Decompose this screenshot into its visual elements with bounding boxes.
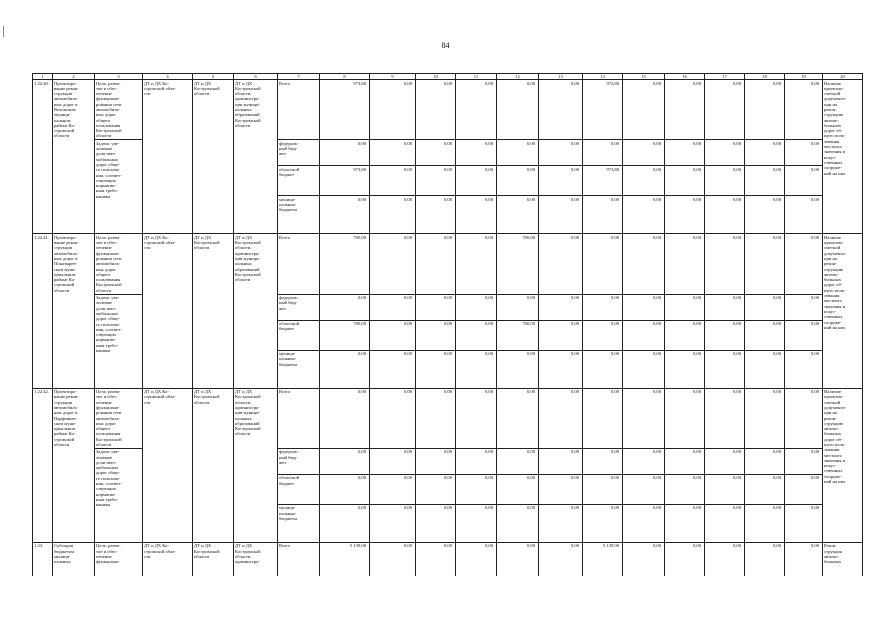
value-cell: 0,00: [785, 294, 823, 320]
row-id: 1.22.40.: [33, 80, 53, 234]
row-id: 1.22.42.: [33, 388, 53, 542]
value-cell: 0,00: [416, 320, 456, 350]
value-cell: 0,00: [370, 320, 416, 350]
expected-result: Наличие проектно- сметной документа- ции на рекон- струкцию автомо- бильных дорог об- щего поль- зования местного значения и искус- ственных сооруже- ний на них: [823, 234, 863, 388]
value-cell: 0,00: [456, 234, 497, 294]
task-cell: Задача: уве- личение доли авто- мобильных дорог обще- го пользова- ния, соответ- ствующих норматив- ным требо- ваниям: [95, 140, 143, 234]
value-cell: 0,00: [370, 504, 416, 542]
margin-mark: [3, 26, 4, 37]
value-cell: 0,00: [623, 166, 665, 196]
value-cell: 0,00: [416, 166, 456, 196]
value-cell: 0,00: [497, 80, 539, 140]
value-cell: 0,00: [497, 294, 539, 320]
measure-name: Проектиро- вание рекон- струкции автомобиль- ных дорог в Поназырев- ском муни- ципальном районе Ко- стромской области: [53, 234, 95, 388]
expected-result: Наличие проектно- сметной документа- ции на рекон- струкцию автомо- бильных дорог об- щего поль- зования местного значения и искус- ственных сооруже- ний на них: [823, 388, 863, 542]
value-cell: 0,00: [785, 80, 823, 140]
value-cell: 973,80: [583, 80, 623, 140]
value-cell: 0,00: [320, 196, 370, 234]
column-number: 12: [497, 74, 539, 80]
value-cell: 0,00: [370, 140, 416, 166]
value-cell: 0,00: [785, 448, 823, 474]
value-cell: 700,00: [497, 320, 539, 350]
value-cell: 0,00: [583, 448, 623, 474]
funding-source: муници- пальные бюджеты: [278, 350, 320, 388]
value-cell: 0,00: [456, 140, 497, 166]
executor-cell: ДТ и ДХ Ко- стромской обла- сти: [143, 80, 193, 234]
funding-source: федераль- ный бюд- жет: [278, 294, 320, 320]
value-cell: 0,00: [623, 320, 665, 350]
column-number: 11: [456, 74, 497, 80]
value-cell: 0,00: [745, 504, 785, 542]
value-cell: 0,00: [785, 504, 823, 542]
value-cell: 0,00: [416, 350, 456, 388]
value-cell: 0,00: [623, 80, 665, 140]
value-cell: 0,00: [416, 448, 456, 474]
value-cell: 0,00: [456, 320, 497, 350]
value-cell: 0,00: [539, 448, 583, 474]
column-number: 19: [785, 74, 823, 80]
value-cell: 0,00: [497, 166, 539, 196]
measure-name: Проектиро- вание рекон- струкции автомобиль- ных дорог в Парфеньев- ском муни- ципальном районе Ко- стромской области: [53, 388, 95, 542]
page-number: 84: [441, 41, 450, 50]
value-cell: 0,00: [370, 80, 416, 140]
value-cell: 0,00: [583, 320, 623, 350]
table-row: [33, 80, 863, 140]
value-cell: 0,00: [665, 196, 705, 234]
value-cell: 973,80: [320, 80, 370, 140]
value-cell: 0,00: [665, 474, 705, 504]
value-cell: 0,00: [623, 140, 665, 166]
value-cell: 0,00: [665, 388, 705, 448]
column-number: 10: [416, 74, 456, 80]
value-cell: 0,00: [456, 504, 497, 542]
column-number: 13: [539, 74, 583, 80]
value-cell: 0,00: [665, 140, 705, 166]
value-cell: 0,00: [320, 294, 370, 320]
column-number: 4: [143, 74, 193, 80]
value-cell: 0,00: [583, 350, 623, 388]
value-cell: 700,00: [320, 234, 370, 294]
value-cell: 0,00: [320, 350, 370, 388]
value-cell: 0,00: [623, 350, 665, 388]
coexecutor-cell: ДТ и ДХ Костромской области, администра- ции муници- пальных образований Костромской области: [234, 80, 278, 234]
value-cell: 973,80: [583, 166, 623, 196]
funding-source: областной бюджет: [278, 166, 320, 196]
value-cell: 0,00: [785, 166, 823, 196]
value-cell: 0,00: [539, 196, 583, 234]
value-cell: 0,00: [705, 140, 745, 166]
funding-source: Всего: [278, 542, 320, 576]
funding-source: Всего: [278, 80, 320, 140]
value-cell: 0,00: [705, 294, 745, 320]
column-number: 7: [278, 74, 320, 80]
value-cell: 0,00: [665, 504, 705, 542]
expected-result: Рекон- струкция автомо- бильных: [823, 542, 863, 576]
value-cell: 0,00: [785, 140, 823, 166]
goal-cell: Цель: разви- тие и обес- печение функциони- рования сети автомобиль- ных дорог общего пользования Костромской области: [95, 388, 143, 448]
value-cell: 0,00: [665, 166, 705, 196]
value-cell: 0,00: [623, 234, 665, 294]
value-cell: 0,00: [456, 474, 497, 504]
value-cell: 0,00: [539, 350, 583, 388]
measure-name: Субсидия бюджетам муници- пальных: [53, 542, 95, 576]
value-cell: 0,00: [745, 448, 785, 474]
value-cell: 0,00: [539, 234, 583, 294]
value-cell: 0,00: [745, 542, 785, 576]
value-cell: 0,00: [539, 294, 583, 320]
task-cell: Задача: уве- личение доли авто- мобильных дорог обще- го пользова- ния, соответ- ствующих норматив- ным требо- ваниям: [95, 294, 143, 388]
value-cell: 0,00: [623, 542, 665, 576]
column-number: 20: [823, 74, 863, 80]
value-cell: 0,00: [370, 388, 416, 448]
value-cell: 0,00: [497, 196, 539, 234]
value-cell: 0,00: [785, 320, 823, 350]
value-cell: 0,00: [705, 388, 745, 448]
value-cell: 0,00: [665, 294, 705, 320]
column-number: 18: [745, 74, 785, 80]
value-cell: 0,00: [539, 474, 583, 504]
value-cell: 0,00: [583, 140, 623, 166]
funding-source: муници- пальные бюджеты: [278, 196, 320, 234]
value-cell: 0,00: [665, 80, 705, 140]
goal-cell: Цель: разви- тие и обес- печение функциони- рования сети автомобиль- ных дорог общего пользования Костромской области: [95, 234, 143, 294]
value-cell: 0,00: [705, 474, 745, 504]
value-cell: 0,00: [785, 350, 823, 388]
column-number: 2: [53, 74, 95, 80]
value-cell: 0,00: [320, 140, 370, 166]
value-cell: 0,00: [665, 234, 705, 294]
value-cell: 0,00: [705, 320, 745, 350]
coexecutor-cell: ДТ и ДХ Костромской области, администра-: [234, 542, 278, 576]
value-cell: 0,00: [456, 388, 497, 448]
value-cell: 0,00: [583, 474, 623, 504]
value-cell: 0,00: [705, 350, 745, 388]
value-cell: 0,00: [456, 350, 497, 388]
column-number: 9: [370, 74, 416, 80]
funding-source: федераль- ный бюд- жет: [278, 140, 320, 166]
value-cell: 0,00: [705, 166, 745, 196]
value-cell: 0,00: [745, 80, 785, 140]
value-cell: 0,00: [539, 140, 583, 166]
value-cell: 0,00: [705, 234, 745, 294]
value-cell: 0,00: [745, 234, 785, 294]
value-cell: 0,00: [497, 504, 539, 542]
value-cell: 0,00: [583, 388, 623, 448]
executor-cell: ДТ и ДХ Ко- стромской обла- сти: [143, 542, 193, 576]
value-cell: 0,00: [705, 196, 745, 234]
column-number: 17: [705, 74, 745, 80]
value-cell: 0,00: [456, 294, 497, 320]
value-cell: 0,00: [745, 196, 785, 234]
value-cell: 0,00: [416, 294, 456, 320]
value-cell: 0,00: [705, 80, 745, 140]
value-cell: 0,00: [416, 196, 456, 234]
column-number: 5: [193, 74, 234, 80]
value-cell: 0,00: [745, 166, 785, 196]
goal-cell: Цель: разви- тие и обес- печение функциони- рования сети автомобиль- ных дорог общего пользования Костромской области: [95, 80, 143, 140]
column-number: 6: [234, 74, 278, 80]
value-cell: 0,00: [539, 542, 583, 576]
value-cell: 0,00: [320, 388, 370, 448]
value-cell: 0,00: [539, 166, 583, 196]
coexecutor-cell: ДТ и ДХ Костромской области, администра- ции муници- пальных образований Костромской области: [234, 234, 278, 388]
value-cell: 0,00: [416, 140, 456, 166]
value-cell: 0,00: [370, 196, 416, 234]
value-cell: 0,00: [456, 80, 497, 140]
funding-source: Всего: [278, 234, 320, 294]
value-cell: 0,00: [665, 448, 705, 474]
value-cell: 0,00: [705, 448, 745, 474]
funding-source: федераль- ный бюд- жет: [278, 448, 320, 474]
value-cell: 0,00: [745, 350, 785, 388]
value-cell: 0,00: [785, 234, 823, 294]
value-cell: 0,00: [623, 388, 665, 448]
value-cell: 0,00: [320, 474, 370, 504]
table-row: [33, 542, 863, 576]
value-cell: 0,00: [416, 474, 456, 504]
column-number: 16: [665, 74, 705, 80]
value-cell: 0,00: [416, 542, 456, 576]
value-cell: 0,00: [416, 504, 456, 542]
value-cell: 0,00: [745, 388, 785, 448]
value-cell: 0,00: [539, 80, 583, 140]
value-cell: 0,00: [785, 388, 823, 448]
value-cell: 0,00: [456, 166, 497, 196]
task-cell: Задача: уве- личение доли авто- мобильных дорог обще- го пользова- ния, соответ- ствующих норматив- ным требо- ваниям: [95, 448, 143, 542]
value-cell: 700,00: [320, 320, 370, 350]
value-cell: 0,00: [665, 350, 705, 388]
row-id: 1.23.: [33, 542, 53, 576]
goal-cell: Цель: разви- тие и обес- печение функциони-: [95, 542, 143, 576]
value-cell: 0,00: [745, 320, 785, 350]
column-number: 3: [95, 74, 143, 80]
value-cell: 0,00: [785, 196, 823, 234]
value-cell: 0,00: [665, 542, 705, 576]
responsible-cell: ДТ и ДХ Костромской области: [193, 234, 234, 388]
value-cell: 0,00: [583, 196, 623, 234]
value-cell: 5 139,00: [583, 542, 623, 576]
value-cell: 0,00: [785, 542, 823, 576]
value-cell: 0,00: [370, 350, 416, 388]
value-cell: 0,00: [623, 504, 665, 542]
value-cell: 0,00: [539, 388, 583, 448]
value-cell: 0,00: [370, 294, 416, 320]
expected-result: Наличие проектно- сметной документа- ции на рекон- струкцию автомо- бильных дорог об- щего поль- зования местного значения и искус- ственных сооруже- ний на них: [823, 80, 863, 234]
value-cell: 0,00: [497, 140, 539, 166]
column-number: 14: [583, 74, 623, 80]
responsible-cell: ДТ и ДХ Костромской области: [193, 388, 234, 542]
value-cell: 0,00: [320, 448, 370, 474]
value-cell: 0,00: [370, 234, 416, 294]
value-cell: 0,00: [370, 542, 416, 576]
executor-cell: ДТ и ДХ Ко- стромской обла- сти: [143, 388, 193, 542]
value-cell: 0,00: [456, 448, 497, 474]
executor-cell: ДТ и ДХ Ко- стромской обла- сти: [143, 234, 193, 388]
value-cell: 0,00: [583, 504, 623, 542]
column-number: 8: [320, 74, 370, 80]
value-cell: 0,00: [705, 504, 745, 542]
value-cell: 0,00: [497, 350, 539, 388]
value-cell: 0,00: [320, 504, 370, 542]
value-cell: 0,00: [623, 474, 665, 504]
value-cell: 0,00: [370, 474, 416, 504]
value-cell: 0,00: [623, 294, 665, 320]
measure-name: Проектиро- вание рекон- струкции автомобиль- ных дорог в Вохомском муници- пальном районе Ко- стромской области: [53, 80, 95, 234]
value-cell: 973,80: [320, 166, 370, 196]
value-cell: 0,00: [705, 542, 745, 576]
value-cell: 0,00: [623, 196, 665, 234]
value-cell: 0,00: [539, 320, 583, 350]
value-cell: 0,00: [416, 80, 456, 140]
coexecutor-cell: ДТ и ДХ Костромской области, администра- ции муници- пальных образований Костромской области: [234, 388, 278, 542]
row-id: 1.22.41.: [33, 234, 53, 388]
value-cell: 0,00: [785, 474, 823, 504]
value-cell: 0,00: [370, 166, 416, 196]
value-cell: 0,00: [416, 388, 456, 448]
table-row: [33, 388, 863, 448]
column-number: 15: [623, 74, 665, 80]
value-cell: 0,00: [665, 320, 705, 350]
funding-source: муници- пальные бюджеты: [278, 504, 320, 542]
value-cell: 0,00: [456, 542, 497, 576]
value-cell: 0,00: [456, 196, 497, 234]
value-cell: 0,00: [497, 542, 539, 576]
value-cell: 0,00: [745, 474, 785, 504]
table-row: [33, 234, 863, 294]
funding-source: областной бюджет: [278, 474, 320, 504]
responsible-cell: ДТ и ДХ Костромской области: [193, 542, 234, 576]
value-cell: 0,00: [623, 448, 665, 474]
funding-source: областной бюджет: [278, 320, 320, 350]
responsible-cell: ДТ и ДХ Костромской области: [193, 80, 234, 234]
value-cell: 0,00: [539, 504, 583, 542]
program-table: [32, 73, 863, 576]
value-cell: 0,00: [583, 234, 623, 294]
value-cell: 700,00: [497, 234, 539, 294]
value-cell: 0,00: [370, 448, 416, 474]
value-cell: 0,00: [416, 234, 456, 294]
column-number: 1: [33, 74, 53, 80]
value-cell: 0,00: [497, 474, 539, 504]
value-cell: 0,00: [497, 388, 539, 448]
value-cell: 0,00: [497, 448, 539, 474]
value-cell: 5 139,00: [320, 542, 370, 576]
value-cell: 0,00: [745, 140, 785, 166]
funding-source: Всего: [278, 388, 320, 448]
value-cell: 0,00: [745, 294, 785, 320]
value-cell: 0,00: [583, 294, 623, 320]
